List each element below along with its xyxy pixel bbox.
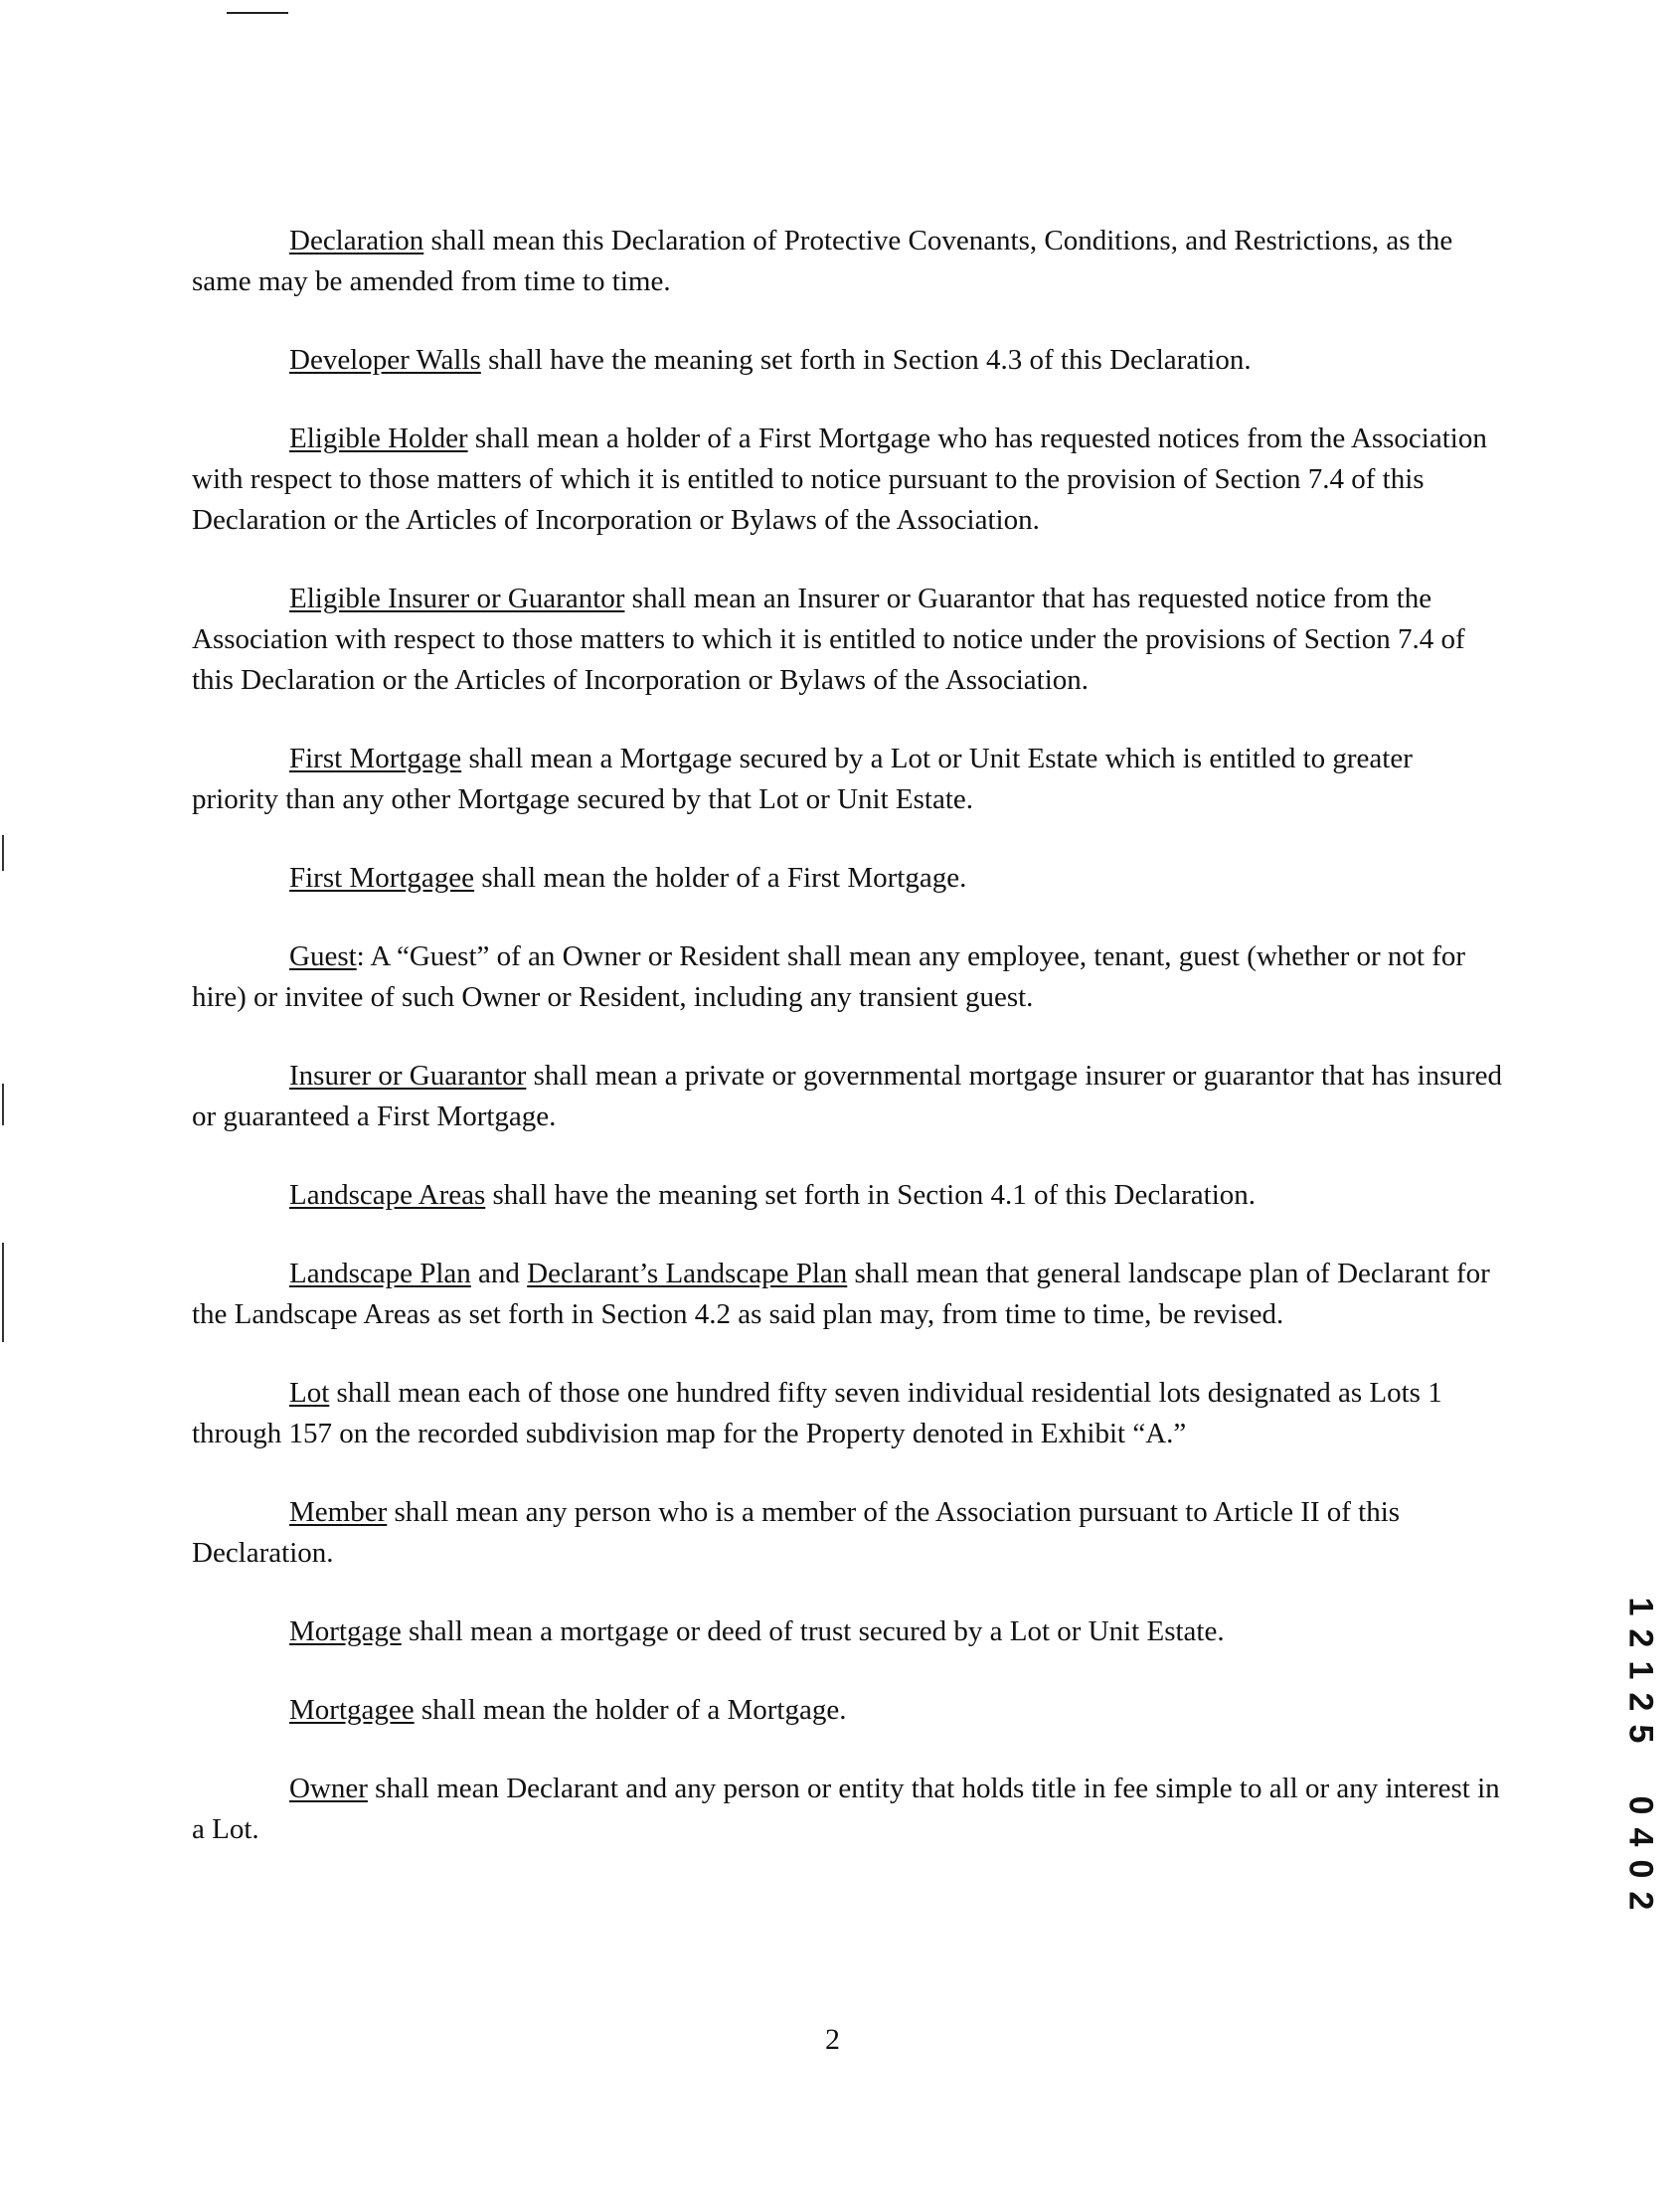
definition-text: : A “Guest” of an Owner or Resident shall mean any employee, tenant, guest (whether or not for hire) or invitee of such Owner or Resident, including any transient guest.: [192, 940, 1466, 1013]
stamp-digit: 2: [1620, 1628, 1659, 1648]
stamp-digit: 5: [1620, 1724, 1659, 1744]
definition-lot: [192, 1373, 1504, 1454]
scan-edge-mark: [2, 835, 4, 871]
definition-mortgage: [192, 1611, 1504, 1652]
page-number: 2: [825, 2023, 840, 2056]
definition-member: [192, 1492, 1504, 1574]
scan-edge-mark: [2, 1243, 4, 1342]
definition-text: shall mean any person who is a member of the Association pursuant to Article II of this Declaration.: [192, 1496, 1401, 1569]
definition-term: Mortgage: [289, 1615, 402, 1647]
definitions-list: [192, 221, 1504, 1888]
definition-term: Member: [289, 1496, 388, 1528]
definition-text: shall mean that general landscape plan of Declarant for the Landscape Areas as set forth in Section 4.2 as said plan may, from time to time, be revised.: [192, 1258, 1490, 1330]
definition-term: First Mortgage: [289, 743, 462, 774]
stamp-digit: 0: [1620, 1795, 1659, 1815]
definition-term: Landscape Plan: [289, 1258, 471, 1289]
definition-text: shall mean each of those one hundred fifty seven individual residential lots designated as Lots 1 through 157 on the recorded subdivision map for the Property denoted in Exhibit “A.”: [192, 1377, 1442, 1449]
definition-declaration: [192, 221, 1504, 302]
stamp-digit: 0: [1620, 1859, 1659, 1879]
definition-term: First Mortgagee: [289, 862, 475, 894]
scan-edge-mark: [2, 1084, 4, 1125]
definition-term: Guest: [289, 940, 357, 972]
definition-term: Eligible Insurer or Guarantor: [289, 583, 625, 614]
definition-term: Declarant’s Landscape Plan: [527, 1258, 848, 1289]
stamp-digit: 1: [1620, 1597, 1659, 1616]
stamp-digit: 2: [1620, 1891, 1659, 1911]
definition-term: Insurer or Guarantor: [289, 1060, 527, 1092]
definition-eligible-insurer: [192, 579, 1504, 701]
definition-text: shall mean an Insurer or Guarantor that has requested notice from the Association with respect to those matters to which it is entitled to notice under the provisions of Section 7.4 of this Declaration or the Articles of Incorporation or Bylaws of the Association.: [192, 583, 1465, 696]
definition-term: Developer Walls: [289, 344, 481, 376]
definition-term: Landscape Areas: [289, 1179, 486, 1211]
definition-landscape-plan: [192, 1254, 1504, 1335]
definition-term: Declaration: [289, 225, 424, 256]
definition-text: shall mean this Declaration of Protective Covenants, Conditions, and Restrictions, as the same may be amended from time to time.: [192, 225, 1453, 297]
definition-first-mortgage: [192, 739, 1504, 820]
stamp-digit: 2: [1620, 1692, 1659, 1712]
definition-text: shall have the meaning set forth in Section 4.3 of this Declaration.: [480, 344, 1252, 376]
definition-term: Owner: [289, 1773, 368, 1804]
definition-joiner: and: [470, 1258, 528, 1289]
definition-eligible-holder: [192, 419, 1504, 541]
definition-text: shall mean the holder of a First Mortgage.: [474, 862, 967, 894]
definition-text: shall mean the holder of a Mortgage.: [414, 1694, 847, 1726]
definition-text: shall mean a holder of a First Mortgage who has requested notices from the Association with respect to those matters of which it is entitled to notice pursuant to the provision of Section 7.4 of this Declaration or the Articles of Incorporation or Bylaws of the Association.: [192, 423, 1487, 536]
stamp-digit: 1: [1620, 1660, 1659, 1680]
definition-guest: [192, 936, 1504, 1018]
definition-first-mortgagee: [192, 858, 1504, 899]
recording-stamp: [1622, 1591, 1658, 1917]
scan-mark: [227, 12, 288, 14]
stamp-digit: 4: [1620, 1827, 1659, 1847]
definition-term: Mortgagee: [289, 1694, 415, 1726]
definition-text: shall mean a private or governmental mortgage insurer or guarantor that has insured or guaranteed a First Mortgage.: [192, 1060, 1502, 1132]
definition-text: shall mean a mortgage or deed of trust secured by a Lot or Unit Estate.: [401, 1615, 1225, 1647]
definition-owner: [192, 1769, 1504, 1850]
definition-term: Eligible Holder: [289, 423, 468, 454]
definition-text: shall have the meaning set forth in Section 4.1 of this Declaration.: [485, 1179, 1257, 1211]
definition-landscape-areas: [192, 1175, 1504, 1216]
definition-text: shall mean a Mortgage secured by a Lot or Unit Estate which is entitled to greater priority than any other Mortgage secured by that Lot or Unit Estate.: [192, 743, 1413, 815]
definition-developer-walls: [192, 340, 1504, 381]
definition-term: Lot: [289, 1377, 330, 1409]
definition-mortgagee: [192, 1690, 1504, 1731]
definition-insurer-guarantor: [192, 1056, 1504, 1137]
definition-text: shall mean Declarant and any person or entity that holds title in fee simple to all or any interest in a Lot.: [192, 1773, 1500, 1845]
